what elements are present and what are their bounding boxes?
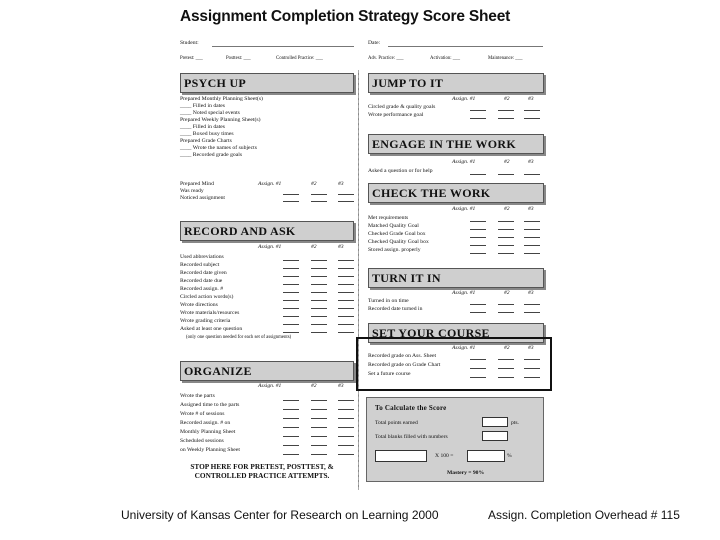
answer-blank: [311, 332, 327, 333]
answer-blank: [283, 427, 299, 428]
answer-blank: [311, 324, 327, 325]
answer-blank: [338, 308, 354, 309]
answer-blank: [338, 316, 354, 317]
answer-blank: [338, 436, 354, 437]
answer-blank: [470, 245, 486, 246]
assign-2-label: #2: [504, 345, 510, 351]
answer-blank: [283, 194, 299, 195]
record-line: Used abbreviations: [180, 254, 224, 260]
record-line: Asked at least one question: [180, 326, 243, 332]
mastery-label: Mastery = 90%: [447, 470, 485, 476]
assign-1-label: Assign. #1: [452, 159, 476, 165]
sheet-title: Assignment Completion Strategy Score Sheet: [180, 8, 511, 25]
organize-line: Wrote # of sessions: [180, 411, 225, 417]
assign-3-label: #3: [338, 181, 344, 187]
answer-blank: [524, 253, 540, 254]
answer-blank: [311, 436, 327, 437]
assign-3-label: #3: [528, 159, 534, 165]
answer-blank: [283, 400, 299, 401]
engage-header: [368, 134, 544, 154]
assign-1-label: Assign. #1: [258, 244, 282, 250]
assign-3-label: #3: [528, 96, 534, 102]
answer-blank: [283, 300, 299, 301]
set-course-title: SET YOUR COURSE: [372, 326, 490, 340]
psych-line: ____ Recorded grade goals: [180, 152, 243, 158]
psych-line: ____ Wrote the names of subjects: [180, 145, 257, 151]
answer-blank: [283, 201, 299, 202]
answer-blank: [338, 292, 354, 293]
stop-note: STOP HERE FOR PRETEST, POSTTEST, & CONTROLLED PRACTICE ATTEMPTS.: [190, 462, 334, 480]
pretest-field: Pretest: ___: [180, 56, 203, 61]
score-calculation-box: [366, 397, 544, 482]
calc-line-1: Total points earned: [375, 420, 418, 426]
assign-1-label: Assign. #1: [452, 206, 476, 212]
psych-up-title: PSYCH UP: [184, 76, 247, 90]
record-note: (only one question needed for each set of assignments): [186, 335, 292, 340]
answer-blank: [498, 377, 514, 378]
answer-blank: [470, 304, 486, 305]
answer-blank: [524, 359, 540, 360]
jump-line: Circled grade & quality goals: [368, 104, 436, 110]
psych-mind-line: Noticed assignment: [180, 195, 226, 201]
psych-up-header: [180, 73, 354, 93]
score-sheet-image: [168, 0, 560, 495]
psych-line: ____ Filled in dates: [180, 103, 226, 109]
psych-line: ____ Noted special events: [180, 110, 240, 116]
answer-blank: [498, 312, 514, 313]
answer-blank: [283, 436, 299, 437]
jump-line: Wrote performance goal: [368, 112, 424, 118]
assign-3-label: #3: [528, 290, 534, 296]
record-line: Circled action words(s): [180, 294, 234, 300]
answer-blank: [470, 237, 486, 238]
answer-blank: [498, 118, 514, 119]
answer-blank: [338, 300, 354, 301]
answer-blank: [311, 284, 327, 285]
turn-in-line: Recorded date turned in: [368, 306, 423, 312]
answer-blank: [498, 304, 514, 305]
answer-blank: [498, 110, 514, 111]
check-line: Matched Quality Goal: [368, 223, 419, 229]
answer-blank: [524, 229, 540, 230]
assign-1-label: Assign. #1: [452, 96, 476, 102]
answer-blank: [498, 174, 514, 175]
calc-title: To Calculate the Score: [375, 404, 447, 412]
answer-blank: [283, 409, 299, 410]
answer-blank: [283, 324, 299, 325]
answer-blank: [311, 194, 327, 195]
psych-mind-line: Was ready: [180, 188, 204, 194]
answer-blank: [470, 229, 486, 230]
check-line: Stored assign. properly: [368, 247, 421, 253]
assign-2-label: #2: [311, 383, 317, 389]
answer-blank: [283, 308, 299, 309]
organize-title: ORGANIZE: [184, 364, 252, 378]
calc-line-2: Total blanks filled with numbers: [375, 434, 448, 440]
check-title: CHECK THE WORK: [372, 186, 491, 200]
answer-blank: [470, 368, 486, 369]
answer-blank: [338, 268, 354, 269]
answer-blank: [283, 316, 299, 317]
answer-blank: [524, 368, 540, 369]
psych-line: Prepared Weekly Planning Sheet(s): [180, 117, 261, 123]
turn-in-title: TURN IT IN: [372, 271, 441, 285]
assign-1-label: Assign. #1: [258, 181, 282, 187]
answer-blank: [498, 229, 514, 230]
answer-blank: [338, 400, 354, 401]
psych-line: ____ Filled in dates: [180, 124, 226, 130]
answer-blank: [498, 359, 514, 360]
percent-label: %: [507, 453, 512, 459]
footer-right: Assign. Completion Overhead # 115: [488, 508, 680, 522]
record-ask-header: [180, 221, 354, 241]
answer-blank: [524, 237, 540, 238]
assign-3-label: #3: [528, 345, 534, 351]
answer-blank: [524, 245, 540, 246]
answer-blank: [338, 324, 354, 325]
date-line: [388, 46, 543, 47]
footer-left: University of Kansas Center for Research on Learning 2000: [121, 508, 439, 522]
answer-blank: [311, 276, 327, 277]
check-line: Met requirements: [368, 215, 409, 221]
assign-2-label: #2: [504, 206, 510, 212]
controlled-field: Controlled Practice: ___: [276, 56, 323, 61]
date-label: Date:: [368, 40, 381, 46]
assign-2-label: #2: [311, 181, 317, 187]
jump-to-it-header: [368, 73, 544, 93]
answer-blank: [498, 253, 514, 254]
record-line: Recorded assign. #: [180, 286, 224, 292]
points-box: [482, 417, 508, 427]
answer-blank: [338, 260, 354, 261]
answer-blank: [311, 260, 327, 261]
assign-3-label: #3: [338, 244, 344, 250]
assign-1-label: Assign. #1: [452, 290, 476, 296]
jump-title: JUMP TO IT: [372, 76, 444, 90]
answer-blank: [283, 418, 299, 419]
psych-line: ____ Boxed busy times: [180, 131, 234, 137]
answer-blank: [338, 201, 354, 202]
answer-blank: [311, 400, 327, 401]
organize-line: Recorded assign. # on: [180, 420, 231, 426]
psych-mind-line: Prepared Mind: [180, 181, 214, 187]
answer-blank: [524, 110, 540, 111]
answer-blank: [311, 300, 327, 301]
answer-blank: [524, 174, 540, 175]
assign-2-label: #2: [504, 290, 510, 296]
record-ask-title: RECORD AND ASK: [184, 224, 296, 238]
adv-practice-field: Adv. Practice: ___: [368, 56, 404, 61]
check-header: [368, 183, 544, 203]
student-label: Student:: [180, 40, 199, 46]
answer-blank: [283, 454, 299, 455]
psych-line: Prepared Grade Charts: [180, 138, 232, 144]
answer-blank: [524, 118, 540, 119]
answer-blank: [311, 409, 327, 410]
answer-blank: [470, 377, 486, 378]
assign-1-label: Assign. #1: [258, 383, 282, 389]
set-course-line: Set a future course: [368, 371, 411, 377]
answer-blank: [470, 312, 486, 313]
answer-blank: [311, 427, 327, 428]
answer-blank: [498, 245, 514, 246]
times-label: X 100 =: [435, 453, 454, 459]
set-course-line: Recorded grade on Ass. Sheet: [368, 353, 437, 359]
answer-blank: [470, 118, 486, 119]
answer-blank: [338, 194, 354, 195]
blanks-box: [482, 431, 508, 441]
set-course-line: Recorded grade on Grade Chart: [368, 362, 441, 368]
answer-blank: [338, 332, 354, 333]
assign-3-label: #3: [528, 206, 534, 212]
psych-line: Prepared Monthly Planning Sheet(s): [180, 96, 263, 102]
answer-blank: [311, 201, 327, 202]
answer-blank: [283, 268, 299, 269]
answer-blank: [498, 368, 514, 369]
answer-blank: [338, 284, 354, 285]
answer-blank: [311, 454, 327, 455]
organize-header: [180, 361, 354, 381]
answer-blank: [524, 377, 540, 378]
organize-line: Wrote the parts: [180, 393, 215, 399]
record-line: Wrote directions: [180, 302, 218, 308]
percent-box: [467, 450, 505, 462]
organize-line: Assigned time to the parts: [180, 402, 240, 408]
answer-blank: [470, 221, 486, 222]
record-line: Recorded subject: [180, 262, 220, 268]
assign-2-label: #2: [311, 244, 317, 250]
answer-blank: [283, 445, 299, 446]
check-line: Checked Grade Goal box: [368, 231, 426, 237]
answer-blank: [470, 359, 486, 360]
answer-blank: [498, 237, 514, 238]
assign-2-label: #2: [504, 159, 510, 165]
record-line: Recorded date given: [180, 270, 227, 276]
posttest-field: Posttest: ___: [226, 56, 251, 61]
answer-blank: [311, 418, 327, 419]
answer-blank: [338, 276, 354, 277]
answer-blank: [498, 221, 514, 222]
answer-blank: [524, 304, 540, 305]
student-line: [212, 46, 354, 47]
answer-blank: [470, 174, 486, 175]
answer-blank: [524, 312, 540, 313]
answer-blank: [524, 221, 540, 222]
answer-blank: [311, 268, 327, 269]
answer-blank: [338, 409, 354, 410]
answer-blank: [311, 445, 327, 446]
answer-blank: [283, 276, 299, 277]
answer-blank: [283, 284, 299, 285]
answer-blank: [283, 332, 299, 333]
answer-blank: [470, 110, 486, 111]
answer-blank: [283, 292, 299, 293]
turn-in-header: [368, 268, 544, 288]
check-line: Checked Quality Goal box: [368, 239, 429, 245]
answer-blank: [283, 260, 299, 261]
assign-3-label: #3: [338, 383, 344, 389]
answer-blank: [338, 427, 354, 428]
organize-line: Monthly Planning Sheet: [180, 429, 236, 435]
answer-blank: [311, 308, 327, 309]
organize-line: Scheduled sessions: [180, 438, 224, 444]
pts-label: pts.: [511, 420, 519, 426]
answer-blank: [311, 292, 327, 293]
answer-blank: [338, 445, 354, 446]
answer-blank: [311, 316, 327, 317]
activation-field: Activation: ___: [430, 56, 460, 61]
maintenance-field: Maintenance: ___: [488, 56, 523, 61]
answer-blank: [338, 454, 354, 455]
assign-2-label: #2: [504, 96, 510, 102]
record-line: Recorded date due: [180, 278, 223, 284]
assign-1-label: Assign. #1: [452, 345, 476, 351]
turn-in-line: Turned in on time: [368, 298, 409, 304]
record-line: Wrote materials/resources: [180, 310, 240, 316]
engage-title: ENGAGE IN THE WORK: [372, 137, 516, 151]
record-line: Wrote grading criteria: [180, 318, 231, 324]
ratio-box: [375, 450, 427, 462]
organize-line: on Weekly Planning Sheet: [180, 447, 240, 453]
engage-line: Asked a question or for help: [368, 168, 433, 174]
column-divider: [358, 70, 359, 490]
answer-blank: [338, 418, 354, 419]
answer-blank: [470, 253, 486, 254]
